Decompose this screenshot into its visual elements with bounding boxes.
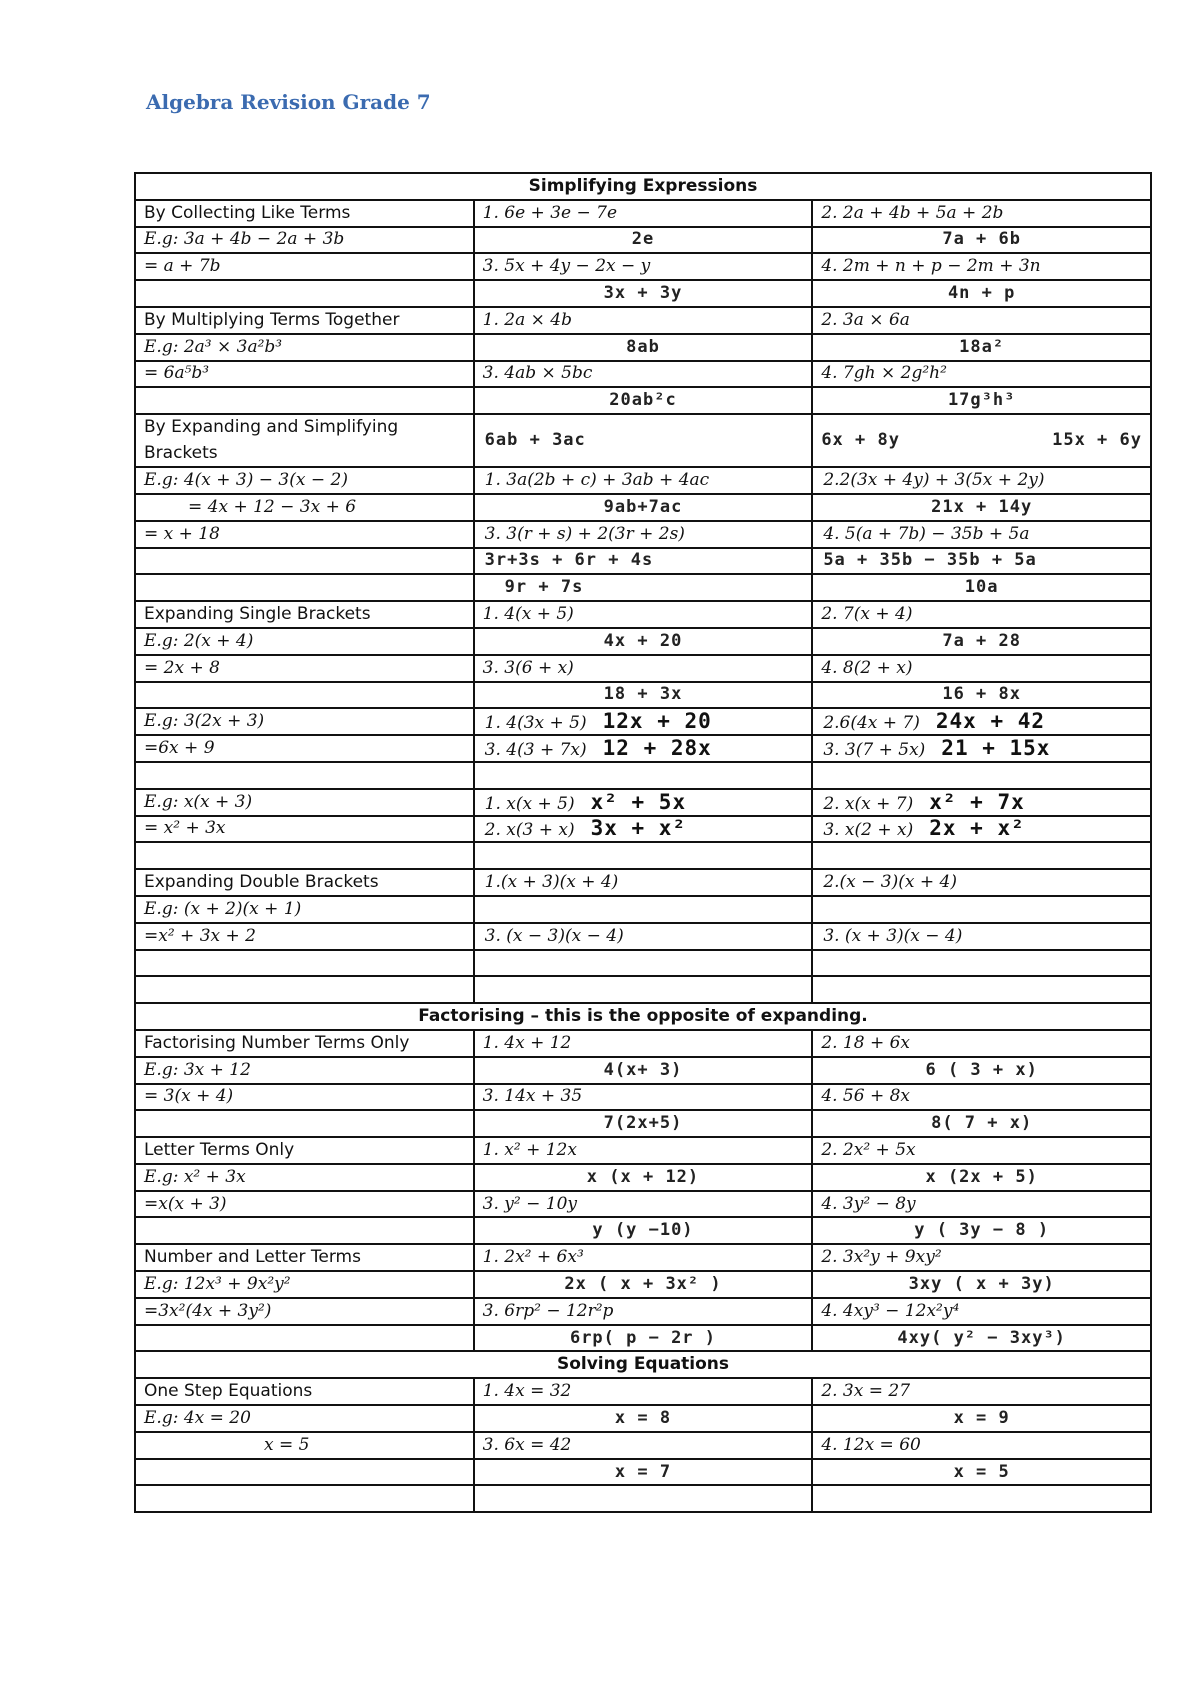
question-cell: 4. 2m + n + p − 2m + 3n — [812, 253, 1151, 280]
question-cell: 2. 3x²y + 9xy² — [812, 1244, 1151, 1271]
section-header-row — [135, 1003, 1151, 1030]
table-row — [135, 1191, 1151, 1218]
answer-cell: 16 + 8x — [812, 682, 1151, 709]
empty-cell — [812, 1485, 1151, 1512]
answer-cell: 21x + 14y — [812, 494, 1151, 521]
empty-cell — [474, 976, 813, 1003]
question-cell: 4. 5(a + 7b) − 35b + 5a — [812, 521, 1151, 548]
question-cell: 3. y² − 10y — [474, 1191, 813, 1218]
answer-cell: 5a + 35b − 35b + 5a — [812, 548, 1151, 575]
table-row — [135, 521, 1151, 548]
question-text: 3. 4(3 + 7x) — [484, 740, 587, 761]
table-row — [135, 708, 1151, 735]
empty-cell — [135, 950, 474, 977]
question-cell: 3. 3(6 + x) — [474, 655, 813, 682]
question-cell: 3. 5x + 4y − 2x − y — [474, 253, 813, 280]
question-cell: 4. 8(2 + x) — [812, 655, 1151, 682]
example-cell: E.g: 4(x + 3) − 3(x − 2) — [135, 467, 474, 494]
section-header-row — [135, 173, 1151, 200]
example-cell — [135, 574, 474, 601]
question-cell — [474, 816, 813, 843]
example-cell: = 4x + 12 − 3x + 6 — [135, 494, 474, 521]
question-text: 3. x(2 + x) — [823, 820, 914, 841]
question-cell: 2. 2x² + 5x — [812, 1137, 1151, 1164]
table-row — [135, 1298, 1151, 1325]
topic-cell: Letter Terms Only — [135, 1137, 474, 1164]
answer-cell: x = 8 — [474, 1405, 813, 1432]
answer-cell: 6ab + 3ac — [474, 414, 813, 467]
answer-text: 24x + 42 — [935, 709, 1046, 734]
example-cell: = x + 18 — [135, 521, 474, 548]
table-row — [135, 1084, 1151, 1111]
question-text: 1. x(x + 5) — [484, 793, 575, 814]
answer-cell: 6 ( 3 + x) — [812, 1057, 1151, 1084]
empty-cell — [812, 896, 1151, 923]
empty-cell — [135, 762, 474, 789]
table-row — [135, 307, 1151, 334]
answer-cell: 9ab+7ac — [474, 494, 813, 521]
example-cell: = 6a⁵b³ — [135, 361, 474, 388]
answer-cell: 7a + 28 — [812, 628, 1151, 655]
answer-cell: 3x + 3y — [474, 280, 813, 307]
question-cell: 1. 2a × 4b — [474, 307, 813, 334]
example-cell: = 3(x + 4) — [135, 1084, 474, 1111]
example-cell: =x(x + 3) — [135, 1191, 474, 1218]
question-cell: 2. 2a + 4b + 5a + 2b — [812, 200, 1151, 227]
example-cell: E.g: 4x = 20 — [135, 1405, 474, 1432]
answer-cell: 8( 7 + x) — [812, 1110, 1151, 1137]
example-cell: E.g: (x + 2)(x + 1) — [135, 896, 474, 923]
answer-cell: 4(x+ 3) — [474, 1057, 813, 1084]
table-row — [135, 1432, 1151, 1459]
question-cell: 1. 4x + 12 — [474, 1030, 813, 1057]
question-cell: 2.(x − 3)(x + 4) — [812, 869, 1151, 896]
example-cell: = x² + 3x — [135, 816, 474, 843]
question-cell: 1.(x + 3)(x + 4) — [474, 869, 813, 896]
empty-cell — [812, 976, 1151, 1003]
table-row — [135, 1325, 1151, 1352]
answer-text: 6x + 8y — [821, 430, 900, 451]
table-row — [135, 628, 1151, 655]
empty-cell — [812, 762, 1151, 789]
example-cell: =x² + 3x + 2 — [135, 923, 474, 950]
question-text: 2. x(x + 7) — [823, 793, 914, 814]
example-cell: E.g: 2a³ × 3a²b³ — [135, 334, 474, 361]
answer-text: 2x + x² — [929, 816, 1025, 841]
answer-text: x² + 5x — [590, 789, 687, 814]
question-cell — [812, 708, 1151, 735]
answer-cell: 20ab²c — [474, 387, 813, 414]
empty-cell — [135, 842, 474, 869]
question-cell: 2.2(3x + 4y) + 3(5x + 2y) — [812, 467, 1151, 494]
topic-cell: Expanding Single Brackets — [135, 601, 474, 628]
table-row — [135, 816, 1151, 843]
table-row — [135, 896, 1151, 923]
table-row — [135, 1057, 1151, 1084]
answer-cell: 18a² — [812, 334, 1151, 361]
question-cell: 4. 56 + 8x — [812, 1084, 1151, 1111]
question-cell: 2. 3x = 27 — [812, 1378, 1151, 1405]
section-header-simplifying: Simplifying Expressions — [135, 173, 1151, 200]
example-cell — [135, 1459, 474, 1486]
example-cell — [135, 682, 474, 709]
example-cell: E.g: x² + 3x — [135, 1164, 474, 1191]
answer-cell: 4n + p — [812, 280, 1151, 307]
answer-cell: 4xy( y² − 3xy³) — [812, 1325, 1151, 1352]
question-cell — [474, 735, 813, 762]
topic-cell: Number and Letter Terms — [135, 1244, 474, 1271]
table-row — [135, 1271, 1151, 1298]
example-cell: E.g: x(x + 3) — [135, 789, 474, 816]
table-row — [135, 574, 1151, 601]
empty-cell — [474, 842, 813, 869]
example-cell: x = 5 — [135, 1432, 474, 1459]
question-cell: 1. 4(x + 5) — [474, 601, 813, 628]
topic-cell: Factorising Number Terms Only — [135, 1030, 474, 1057]
revision-table — [134, 172, 1152, 1513]
question-cell: 3. 14x + 35 — [474, 1084, 813, 1111]
table-row — [135, 923, 1151, 950]
question-cell — [474, 708, 813, 735]
answer-cell: y ( 3y − 8 ) — [812, 1217, 1151, 1244]
question-text: 3. 3(7 + 5x) — [823, 740, 926, 761]
question-cell: 3. 6x = 42 — [474, 1432, 813, 1459]
answer-cell: x = 7 — [474, 1459, 813, 1486]
question-cell: 3. 3(r + s) + 2(3r + 2s) — [474, 521, 813, 548]
answer-cell: 7a + 6b — [812, 227, 1151, 254]
table-row — [135, 601, 1151, 628]
answer-cell: x (x + 12) — [474, 1164, 813, 1191]
table-row — [135, 1030, 1151, 1057]
table-row — [135, 361, 1151, 388]
example-cell: E.g: 2(x + 4) — [135, 628, 474, 655]
answer-text: x² + 7x — [929, 789, 1025, 814]
table-row — [135, 200, 1151, 227]
empty-cell — [474, 896, 813, 923]
question-text: 2.6(4x + 7) — [823, 713, 920, 734]
table-row — [135, 414, 1151, 467]
question-cell: 2. 18 + 6x — [812, 1030, 1151, 1057]
table-row — [135, 253, 1151, 280]
answer-text: 21 + 15x — [941, 736, 1051, 761]
table-row — [135, 655, 1151, 682]
example-cell: E.g: 3(2x + 3) — [135, 708, 474, 735]
table-row — [135, 1217, 1151, 1244]
answer-cell: x = 9 — [812, 1405, 1151, 1432]
example-cell — [135, 387, 474, 414]
question-cell: 3. (x − 3)(x − 4) — [474, 923, 813, 950]
example-cell: =3x²(4x + 3y²) — [135, 1298, 474, 1325]
question-text: 2. x(3 + x) — [484, 820, 575, 841]
table-row — [135, 976, 1151, 1003]
question-cell: 2. 7(x + 4) — [812, 601, 1151, 628]
question-cell: 4. 12x = 60 — [812, 1432, 1151, 1459]
table-row — [135, 1164, 1151, 1191]
question-cell — [812, 816, 1151, 843]
table-row — [135, 548, 1151, 575]
answer-cell — [812, 414, 1151, 467]
question-cell: 1. 4x = 32 — [474, 1378, 813, 1405]
empty-cell — [135, 976, 474, 1003]
answer-cell: 8ab — [474, 334, 813, 361]
example-cell: = 2x + 8 — [135, 655, 474, 682]
example-cell — [135, 548, 474, 575]
answer-text: 15x + 6y — [1052, 430, 1142, 451]
answer-cell: 17g³h³ — [812, 387, 1151, 414]
section-header-factorising: Factorising – this is the opposite of expanding. — [135, 1003, 1151, 1030]
table-row — [135, 735, 1151, 762]
example-cell: E.g: 12x³ + 9x²y² — [135, 1271, 474, 1298]
table-row — [135, 1378, 1151, 1405]
answer-cell: 10a — [812, 574, 1151, 601]
answer-text: 12x + 20 — [602, 709, 712, 734]
table-row — [135, 1110, 1151, 1137]
answer-cell: 3r+3s + 6r + 4s — [474, 548, 813, 575]
answer-cell: 18 + 3x — [474, 682, 813, 709]
empty-cell — [135, 1485, 474, 1512]
question-cell: 3. 4ab × 5bc — [474, 361, 813, 388]
question-cell: 1. 3a(2b + c) + 3ab + 4ac — [474, 467, 813, 494]
table-row — [135, 467, 1151, 494]
example-cell: =6x + 9 — [135, 735, 474, 762]
table-row — [135, 227, 1151, 254]
example-cell: E.g: 3a + 4b − 2a + 3b — [135, 227, 474, 254]
answer-cell: 4x + 20 — [474, 628, 813, 655]
question-cell: 1. 2x² + 6x³ — [474, 1244, 813, 1271]
example-cell — [135, 1325, 474, 1352]
answer-cell: 3xy ( x + 3y) — [812, 1271, 1151, 1298]
table-row — [135, 762, 1151, 789]
question-cell: 2. 3a × 6a — [812, 307, 1151, 334]
answer-cell: 2x ( x + 3x² ) — [474, 1271, 813, 1298]
question-cell: 4. 7gh × 2g²h² — [812, 361, 1151, 388]
answer-text: 3x + x² — [590, 816, 687, 841]
question-cell: 4. 4xy³ − 12x²y⁴ — [812, 1298, 1151, 1325]
answer-cell: 9r + 7s — [474, 574, 813, 601]
table-row — [135, 950, 1151, 977]
answer-cell: 6rp( p − 2r ) — [474, 1325, 813, 1352]
example-cell — [135, 280, 474, 307]
topic-cell: By Collecting Like Terms — [135, 200, 474, 227]
table-row — [135, 842, 1151, 869]
table-row — [135, 869, 1151, 896]
table-row — [135, 1459, 1151, 1486]
example-cell: = a + 7b — [135, 253, 474, 280]
answer-text: 12 + 28x — [602, 736, 712, 761]
table-row — [135, 1405, 1151, 1432]
empty-cell — [474, 762, 813, 789]
answer-cell: 7(2x+5) — [474, 1110, 813, 1137]
question-cell — [812, 789, 1151, 816]
empty-cell — [474, 950, 813, 977]
table-row — [135, 1485, 1151, 1512]
question-cell: 1. x² + 12x — [474, 1137, 813, 1164]
document-title: Algebra Revision Grade 7 — [146, 90, 431, 114]
answer-cell: y (y −10) — [474, 1217, 813, 1244]
empty-cell — [474, 1485, 813, 1512]
example-cell — [135, 1110, 474, 1137]
question-cell — [812, 735, 1151, 762]
example-cell — [135, 1217, 474, 1244]
empty-cell — [812, 842, 1151, 869]
section-header-solving: Solving Equations — [135, 1351, 1151, 1378]
question-text: 1. 4(3x + 5) — [484, 713, 587, 734]
question-cell: 1. 6e + 3e − 7e — [474, 200, 813, 227]
table-row — [135, 334, 1151, 361]
topic-cell: One Step Equations — [135, 1378, 474, 1405]
table-row — [135, 682, 1151, 709]
topic-cell: By Multiplying Terms Together — [135, 307, 474, 334]
question-cell: 3. (x + 3)(x − 4) — [812, 923, 1151, 950]
question-cell: 4. 3y² − 8y — [812, 1191, 1151, 1218]
example-cell: E.g: 3x + 12 — [135, 1057, 474, 1084]
question-cell — [474, 789, 813, 816]
answer-cell: x = 5 — [812, 1459, 1151, 1486]
answer-cell: x (2x + 5) — [812, 1164, 1151, 1191]
section-header-row — [135, 1351, 1151, 1378]
table-row — [135, 1244, 1151, 1271]
answer-cell: 2e — [474, 227, 813, 254]
table-row — [135, 494, 1151, 521]
table-row — [135, 280, 1151, 307]
topic-cell: By Expanding and Simplifying Brackets — [135, 414, 474, 467]
table-row — [135, 789, 1151, 816]
table-row — [135, 387, 1151, 414]
empty-cell — [812, 950, 1151, 977]
question-cell: 3. 6rp² − 12r²p — [474, 1298, 813, 1325]
topic-cell: Expanding Double Brackets — [135, 869, 474, 896]
table-row — [135, 1137, 1151, 1164]
